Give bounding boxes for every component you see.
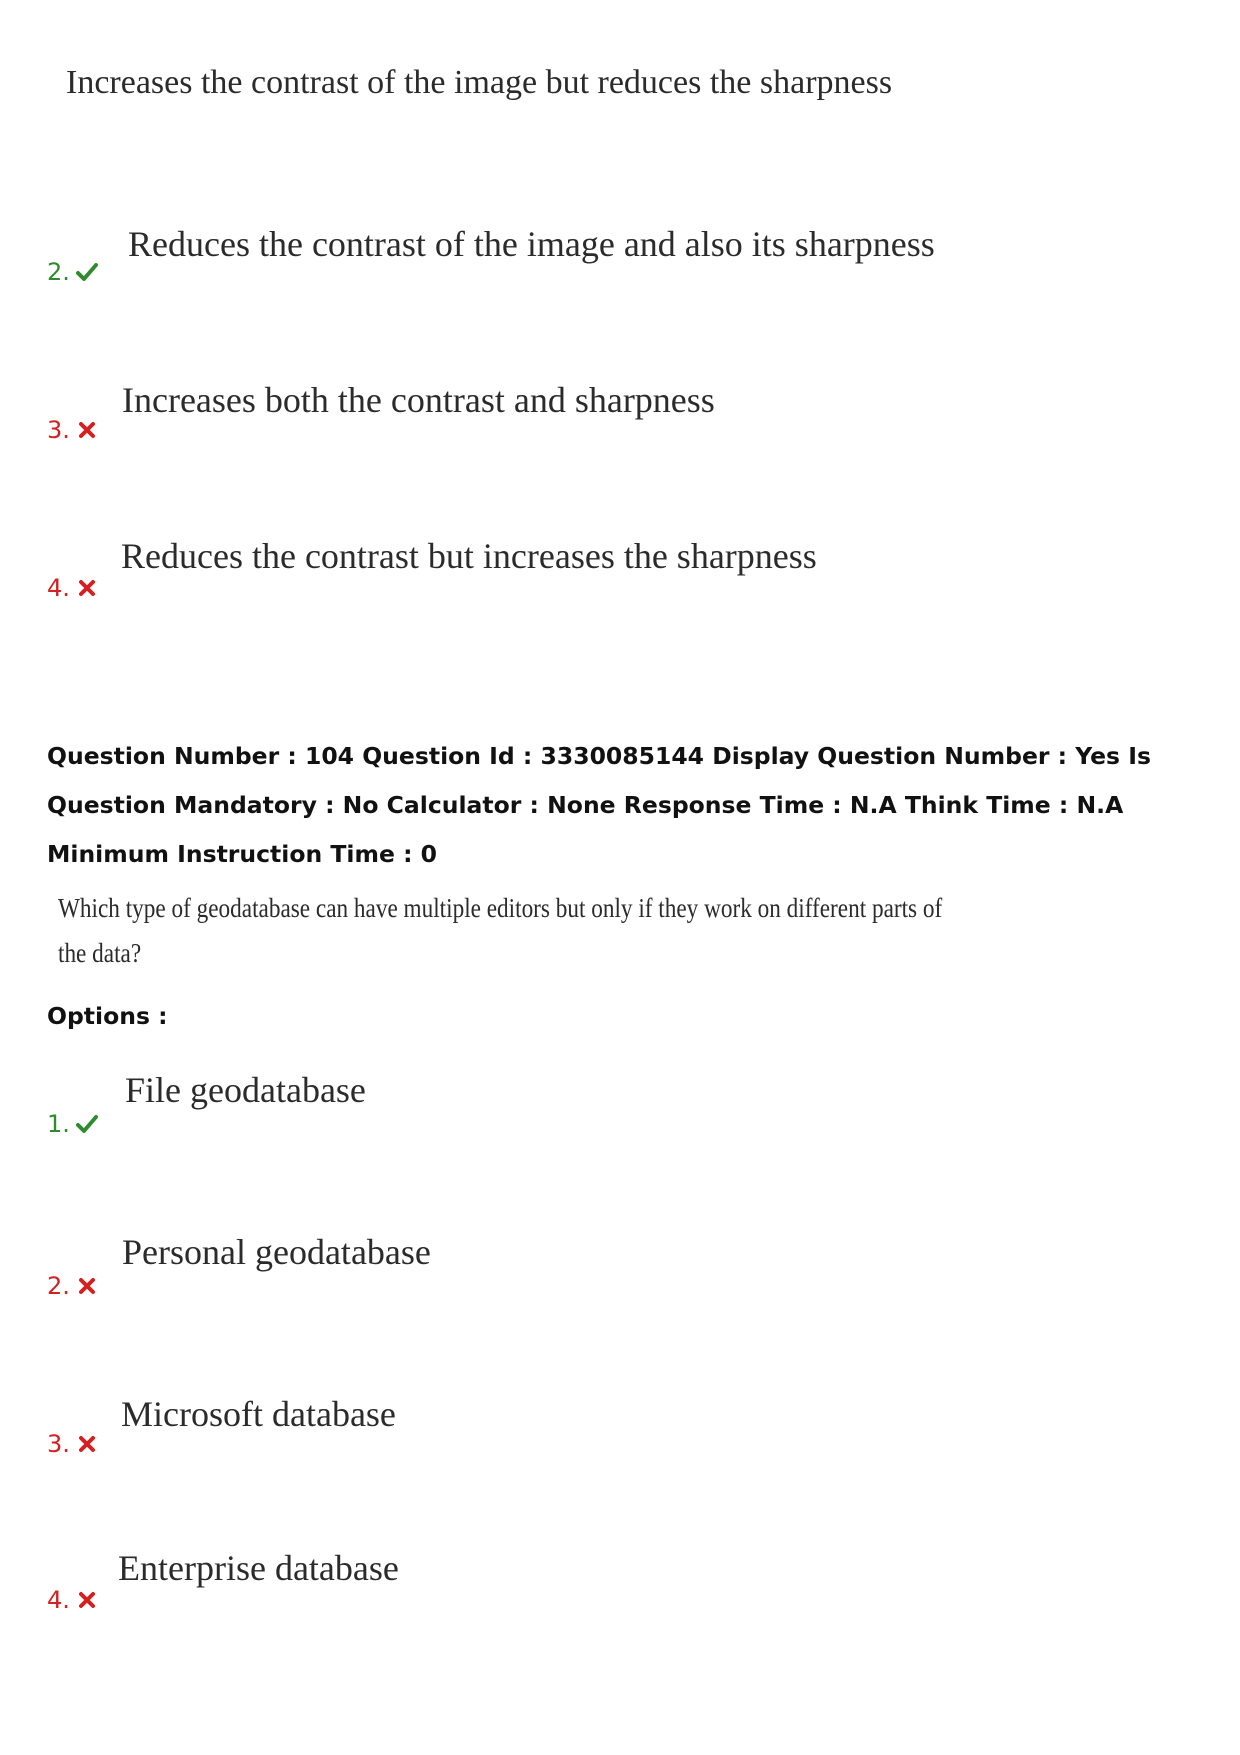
prev-option-4-marker: [47, 576, 98, 600]
question-meta: Question Number : 104 Question Id : 3330085144 Display Question Number : Yes Is Question Mandatory : No Calculator : None Response Time : N.A Think Time : N.A Minimum Instruction Time : 0: [47, 742, 1151, 868]
prev-option-2-number: 2.: [47, 258, 70, 286]
question-text: Which type of geodatabase can have multiple editors but only if they work on different parts of the data?: [58, 893, 943, 968]
check-icon: [76, 1113, 98, 1135]
cross-icon: [76, 1589, 98, 1611]
option-1-text: File geodatabase: [125, 1070, 366, 1110]
option-3-marker: [47, 1432, 98, 1456]
option-4-marker: [47, 1588, 98, 1612]
option-3-number: 3.: [47, 1430, 70, 1458]
option-1-marker: [47, 1112, 98, 1136]
cross-icon: [76, 419, 98, 441]
prev-option-2-marker: [47, 260, 98, 284]
prev-option-3-text: Increases both the contrast and sharpness: [122, 380, 715, 420]
option-2-text: Personal geodatabase: [122, 1232, 431, 1272]
option-2-number: 2.: [47, 1272, 70, 1300]
option-4-number: 4.: [47, 1586, 70, 1614]
option-3-text: Microsoft database: [121, 1394, 396, 1434]
prev-option-4-number: 4.: [47, 574, 70, 602]
prev-option-4-text: Reduces the contrast but increases the sharpness: [121, 536, 817, 576]
check-icon: [76, 261, 98, 283]
cross-icon: [76, 1275, 98, 1297]
prev-option-2-text: Reduces the contrast of the image and also its sharpness: [128, 224, 935, 264]
options-label: Options :: [47, 1002, 168, 1030]
cross-icon: [76, 577, 98, 599]
prev-option-3-number: 3.: [47, 416, 70, 444]
prev-option-3-marker: [47, 418, 98, 442]
option-1-number: 1.: [47, 1110, 70, 1138]
option-2-marker: [47, 1274, 98, 1298]
option-4-text: Enterprise database: [118, 1548, 399, 1588]
prev-option-1-text: Increases the contrast of the image but reduces the sharpness: [66, 64, 893, 101]
cross-icon: [76, 1433, 98, 1455]
